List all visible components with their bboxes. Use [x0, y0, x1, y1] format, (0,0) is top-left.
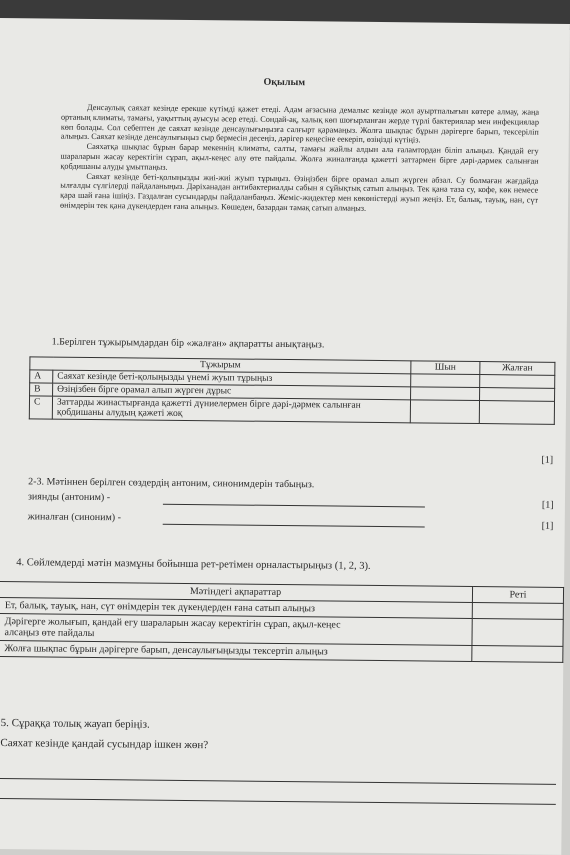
- question-2-3-block: [28, 474, 315, 527]
- question-3-mark: [1]: [541, 520, 554, 532]
- col-false-header: Жалған: [480, 362, 555, 376]
- info-text: Ет, балық, тауық, нан, сүт өнімдерін тек дүкендерден ғана сатып алыңыз: [0, 598, 472, 619]
- answer-line-1[interactable]: [0, 778, 556, 785]
- question-1-prompt: 1.Берілген тұжырымдардан бір «жалған» ақпаратты анықтаңыз.: [51, 336, 325, 351]
- reading-passage: [60, 103, 539, 216]
- answer-line-2[interactable]: [0, 798, 556, 805]
- order-answer-cell[interactable]: [472, 618, 563, 646]
- row-letter: A: [30, 370, 53, 383]
- true-answer-cell[interactable]: [411, 387, 480, 401]
- passage-paragraph-2: Саяхатқа шықпас бұрын барар мекеннің климаты, салты, тамағы жайлы алдын ала ғаламтордан біліп алыңыз. Қандай егу шараларын жасау керектігін сұрап, ақыл-кеңес алу өте пайдалы. Жолға жиналғанда қажетті заттармен бірге дәрі-дәрмек салынған қобдишаны алуды ұмытпаңыз.: [60, 142, 539, 172]
- info-text: Дәрігерге жолығып, қандай егу шараларын жасау керектігін сұрап, ақыл-кеңес алсаңыз өте пайдалы: [0, 614, 472, 646]
- true-answer-cell[interactable]: [411, 374, 480, 388]
- row-statement: Өзіңізбен бірге орамал алып жүрген дұрыс: [53, 383, 411, 400]
- question-5-text: Саяхат кезінде қандай сусындар ішкен жөн?: [0, 737, 209, 752]
- order-answer-cell[interactable]: [472, 645, 563, 662]
- row-statement: Заттарды жинастырғанда қажетті дүниелермен бірге дәрі-дәрмек салынған қобдишаны алудың қажеті жоқ: [52, 396, 410, 423]
- question-4-prompt: 4. Сөйлемдерді мәтін мазмұны бойынша рет-ретімен орналастырыңыз (1, 2, 3).: [16, 557, 371, 572]
- question-5-block: [0, 713, 208, 755]
- col-info-header: Мәтіндегі ақпараттар: [0, 582, 473, 603]
- table-row: [29, 396, 554, 424]
- question-5-prompt: 5. Сұраққа толық жауап беріңіз.: [0, 717, 150, 731]
- false-answer-cell[interactable]: [479, 401, 554, 425]
- col-order-header: Реті: [472, 586, 563, 603]
- true-false-table: [29, 356, 556, 425]
- col-true-header: Шын: [411, 361, 480, 375]
- question-2-mark: [1]: [541, 499, 554, 511]
- passage-paragraph-3: Саяхат кезінде беті-қолыңызды жиі-жиі жуып тұрыңыз. Өзіңізбен бірге орамал алып жүрген абзал. Су болмаған жағдайда ылғалды сүлгілерді пайдаланыңыз. Дәріханадан антибактериалды сабын я сұйықтық сатып алыңыз. Тек қана таза су, кофе, көк немесе қара шай ғана ішіңіз. Газдалған сусындарды пайдаланбаңыз. Жеміс-жидектер мен көкөністерді жуып жеңіз. Ет, балық, тауық, нан, сүт өнімдерін тек қана дүкендерден ғана алыңыз. Көшеден, базардан тамақ сатып алмаңыз.: [59, 171, 539, 213]
- question-2-3-prompt: 2-3. Мәтіннен берілген сөздердің антоним, синонимдерін табыңыз.: [28, 476, 315, 491]
- synonym-item: жиналған (синоним) -: [27, 511, 122, 524]
- row-statement: Саяхат кезінде беті-қолыңызды үнемі жуып тұрыңыз: [53, 370, 411, 387]
- page-title: Оқылым: [263, 76, 306, 89]
- col-statement-header: Тұжырым: [30, 357, 411, 374]
- false-answer-cell[interactable]: [480, 388, 555, 402]
- worksheet-page: [0, 18, 570, 855]
- row-letter: C: [29, 396, 52, 419]
- true-answer-cell[interactable]: [410, 400, 479, 424]
- row-letter: B: [30, 383, 53, 396]
- passage-paragraph-1: Денсаулық саяхат кезінде ерекше күтімді қажет етеді. Адам ағзасына демалыс кезінде жол ауыртпалығын көтере алмау, жаңа ортаның климаты, тамағы, уақыттың ауысуы әсер етеді. Сондай-ақ, халық көп шоғырланған жерде түрлі бактериялар мен инфекциялар көп болады. Сол себептен де саяхат кезінде денсаулығыңызға салғырт қарамаңыз. Жолға шықпас бұрын дәрігерге барып, тексеріліп алыңыз. Саяхат кезінде денсаулығыңыз сыр бермесін десеңіз, дәрігер кеңесіне еекеріп, өзіңізді күтіңіз.: [60, 102, 540, 145]
- question-1-mark: [1]: [541, 454, 554, 466]
- order-answer-cell[interactable]: [472, 602, 563, 619]
- ordering-table: [0, 581, 564, 663]
- antonym-item: зиянды (антоним) -: [27, 491, 111, 504]
- info-text: Жолға шықпас бұрын дәрігерге барып, денсаулығыңызды тексертіп алыңыз: [0, 641, 472, 662]
- false-answer-cell[interactable]: [480, 375, 555, 389]
